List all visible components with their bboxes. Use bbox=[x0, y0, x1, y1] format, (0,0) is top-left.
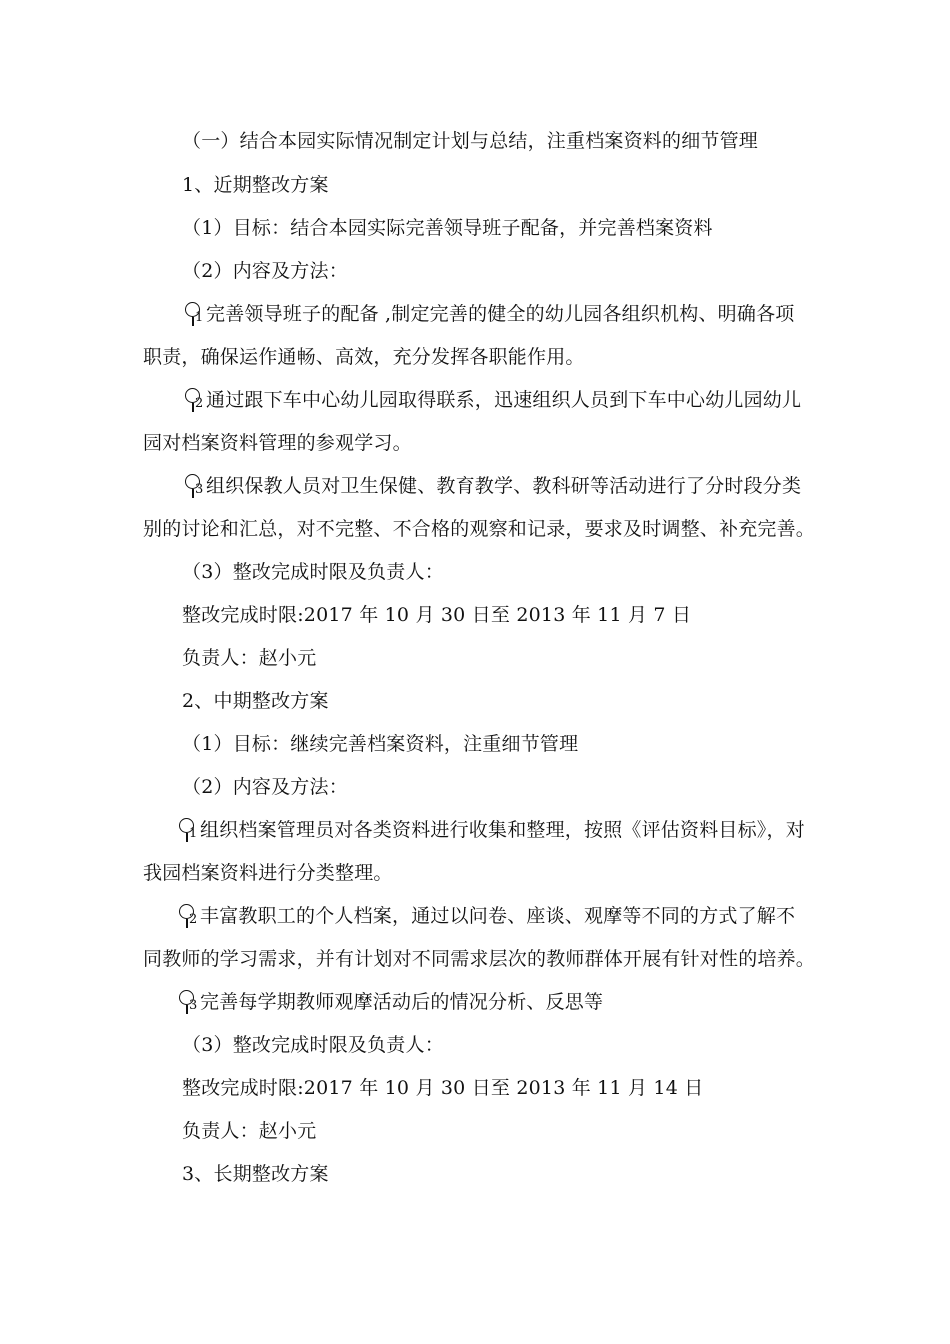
responsible-person: 负责人：赵小元 bbox=[182, 647, 317, 669]
responsible-person: 负责人：赵小元 bbox=[182, 1120, 317, 1142]
lollipop-marker-icon: 2 bbox=[182, 387, 204, 413]
lollipop-marker-icon: 1 bbox=[182, 301, 204, 327]
goal-line: （1）目标：继续完善档案资料，注重细节管理 bbox=[182, 733, 579, 755]
list-item bbox=[176, 903, 795, 929]
list-item-text: 组织保教人员对卫生保健、教育教学、教科研等活动进行了分时段分类 bbox=[206, 475, 802, 497]
goal-line: （1）目标：结合本园实际完善领导班子配备，并完善档案资料 bbox=[182, 217, 713, 239]
paragraph-continuation: 园对档案资料管理的参观学习。 bbox=[143, 432, 412, 454]
deadline-line: 整改完成时限:2017 年 10 月 30 日至 2013 年 11 月 7 日 bbox=[182, 604, 692, 626]
list-item bbox=[182, 473, 801, 499]
list-item-text: 完善每学期教师观摩活动后的情况分析、反思等 bbox=[200, 991, 604, 1013]
lollipop-marker-icon: 3 bbox=[182, 473, 204, 499]
lollipop-marker-icon: 1 bbox=[176, 817, 198, 843]
list-item-text: 丰富教职工的个人档案，通过以问卷、座谈、观摩等不同的方式了解不 bbox=[200, 905, 796, 927]
subheading-short-term: 1、近期整改方案 bbox=[182, 174, 329, 196]
method-heading: （2）内容及方法： bbox=[182, 260, 348, 282]
section-heading: （一）结合本园实际情况制定计划与总结，注重档案资料的细节管理 bbox=[182, 130, 759, 152]
list-item-text: 组织档案管理员对各类资料进行收集和整理，按照《评估资料目标》，对 bbox=[200, 819, 805, 841]
paragraph-continuation: 职责，确保运作通畅、高效，充分发挥各职能作用。 bbox=[143, 346, 585, 368]
paragraph-continuation: 别的讨论和汇总，对不完整、不合格的观察和记录，要求及时调整、补充完善。 bbox=[143, 518, 816, 540]
deadline-line: 整改完成时限:2017 年 10 月 30 日至 2013 年 11 月 14 日 bbox=[182, 1077, 704, 1099]
paragraph-continuation: 同教师的学习需求，并有计划对不同需求层次的教师群体开展有针对性的培养。 bbox=[143, 948, 816, 970]
list-item-text: 完善领导班子的配备 ,制定完善的健全的幼儿园各组织机构、明确各项 bbox=[206, 303, 795, 325]
list-item bbox=[176, 817, 805, 843]
deadline-heading: （3）整改完成时限及负责人： bbox=[182, 561, 444, 583]
method-heading: （2）内容及方法： bbox=[182, 776, 348, 798]
list-item bbox=[182, 301, 794, 327]
list-item bbox=[182, 387, 801, 413]
list-item-text: 通过跟下车中心幼儿园取得联系，迅速组织人员到下车中心幼儿园幼儿 bbox=[206, 389, 802, 411]
subheading-mid-term: 2、中期整改方案 bbox=[182, 690, 329, 712]
deadline-heading: （3）整改完成时限及负责人： bbox=[182, 1034, 444, 1056]
lollipop-marker-icon: 3 bbox=[176, 989, 198, 1015]
list-item bbox=[176, 989, 603, 1015]
subheading-long-term: 3、长期整改方案 bbox=[182, 1163, 329, 1185]
paragraph-continuation: 我园档案资料进行分类整理。 bbox=[143, 862, 393, 884]
lollipop-marker-icon: 2 bbox=[176, 903, 198, 929]
